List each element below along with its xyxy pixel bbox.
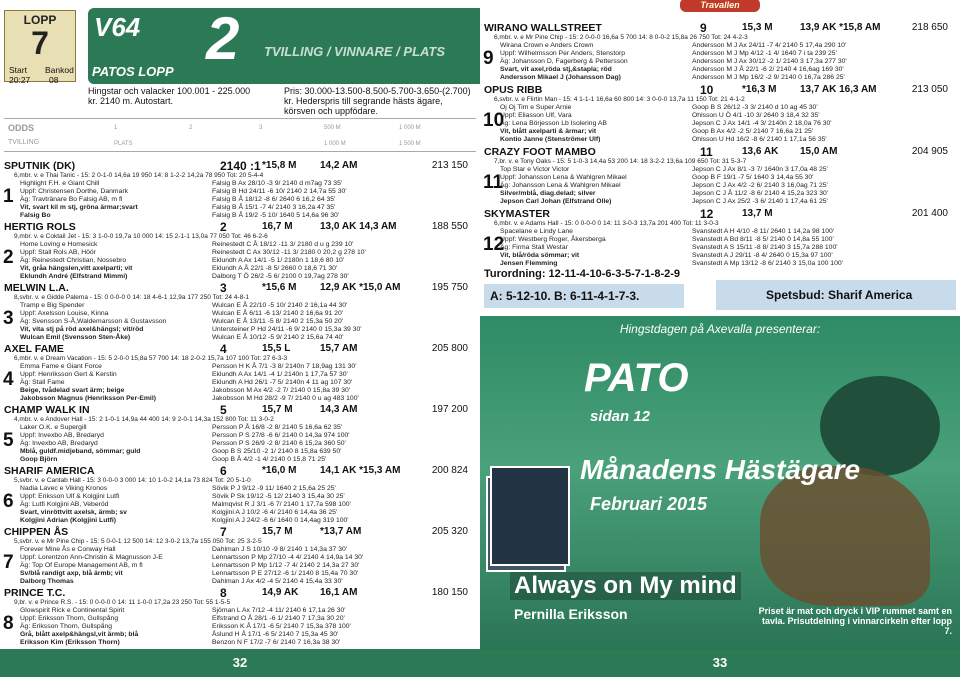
start-number: 3 bbox=[3, 308, 14, 329]
horse-name: CRAZY FOOT MAMBO bbox=[484, 146, 596, 158]
ad-title: Månadens Hästägare bbox=[580, 454, 861, 485]
horse-detail: Äg: Top Of Europe Management AB, m fl bbox=[20, 562, 143, 569]
ad-horse-name: Always on My mind bbox=[510, 572, 741, 600]
post-position: 11 bbox=[700, 145, 713, 159]
race-result: Andersson M J Å 22/1 -6 2/ 2140 4 16,6ag 169 30' bbox=[692, 66, 844, 73]
right-page bbox=[480, 0, 960, 677]
race-result: Elfstrand O Å 28/1 -6 1/ 2140 7 17,3a 30 20' bbox=[212, 615, 345, 622]
horse-detail: Uppf: Lorentzon Ann-Christin & Magnusson J-E bbox=[20, 554, 163, 561]
lopp-number: 7 bbox=[31, 25, 49, 61]
start-number: 5 bbox=[3, 430, 14, 451]
horse-name: CHIPPEN ÅS bbox=[4, 526, 69, 538]
race-result: Svanstedt A J 29/11 -8 4/ 2640 0 15,3a 97 100' bbox=[692, 252, 833, 259]
race-result: Wulcan E Å 10/12 -5 9/ 2140 2 15,6a 74 40' bbox=[212, 334, 344, 341]
race-result: Lennartsson P Mp 1/12 -7 4/ 2140 2 14,3a 27 30' bbox=[212, 562, 360, 569]
bankod-label: Bankod bbox=[45, 65, 74, 75]
odds-col: 3 bbox=[259, 125, 263, 131]
record-2: 15,0 AM bbox=[800, 146, 838, 157]
race-result: Sövik P Sk 19/12 -5 12/ 2140 3 15,4a 30 25' bbox=[212, 493, 345, 500]
race-result: Kolgjini A J 10/2 -6 4/ 2140 6 14,4a 36 25' bbox=[212, 509, 338, 516]
race-result: Eklundh A Hd 26/1 -7 5/ 2140n 4 11 ag 107 30' bbox=[212, 379, 353, 386]
horse-detail: Uppf: Eriksson Thorn, Gullspång bbox=[20, 615, 119, 622]
earnings: 201 400 bbox=[911, 208, 948, 219]
horse-detail: Grå, blått axelp&hängsl,vit ärmb; blå bbox=[20, 631, 139, 638]
horse-detail: Forever Mine Ås e Conway Hall bbox=[20, 546, 116, 553]
race-result: Benzon N F 17/2 -7 6/ 2140 7 16,3a 38 30' bbox=[212, 639, 341, 646]
race-result: Goop B F 19/1 -7 5/ 1640 3 14,4a 55 30' bbox=[692, 174, 814, 181]
horse-detail: Äg: Svensson S-Å,Waldemarsson & Gustavsson bbox=[20, 318, 167, 325]
earnings: 204 905 bbox=[911, 146, 948, 157]
horse-detail: Vit, vita stj på röd axel&hängsl; vit/röd bbox=[20, 326, 144, 333]
horse-detail: Uppf: Wilhelmsson Per Anders, Stenstorp bbox=[500, 50, 626, 57]
horse-detail: Wulcan Emil (Svensson Sten-Åke) bbox=[20, 334, 131, 341]
race-result: Jepson C J Ax 25/2 -3 6/ 2140 1 17,4a 61 25' bbox=[692, 198, 828, 205]
odds-col: 1 000 M bbox=[324, 141, 346, 147]
race-result: Svanstedt A H 4/10 -8 11/ 2640 1 14,2a 98 100' bbox=[692, 228, 835, 235]
record-1: 15,5 L bbox=[262, 343, 291, 354]
horse-detail: Äg: Eriksson Thorn, Gullspång bbox=[20, 623, 113, 630]
horse-detail: Silver/mblå, diag.delad; silver bbox=[500, 190, 596, 197]
lopp-label: LOPP bbox=[23, 13, 57, 27]
turordning: Turordning: 12-11-4-10-6-3-5-7-1-8-2-9 bbox=[484, 268, 681, 280]
record-1: *16,3 M bbox=[742, 84, 777, 95]
record-2: 14,3 AM bbox=[320, 404, 358, 415]
start-number: 6 bbox=[3, 491, 14, 512]
post-position: 9 bbox=[700, 21, 707, 35]
start-number: 10 bbox=[483, 110, 505, 131]
spetsbud: Spetsbud: Sharif America bbox=[716, 280, 956, 310]
horse-detail: Uppf: Axelsson Louise, Kinna bbox=[20, 310, 109, 317]
race-prize: Pris: 30.000-13.500-8.500-5.700-3.650-(2.700) kr. Hederspris till segrande hästs ägare, körsven och uppfödare. bbox=[284, 86, 471, 116]
record-1: *16,0 M bbox=[262, 465, 297, 476]
odds-col: 1 bbox=[114, 125, 118, 131]
start-number: 2 bbox=[3, 247, 14, 268]
race-result: Kolgjini A J 24/2 -6 6/ 1640 0 14,4ag 319 100' bbox=[212, 517, 349, 524]
horse-detail: Uppf: Stall Rols AB, Höör bbox=[20, 249, 96, 256]
spel-suggestion: A: 5-12-10. B: 6-11-4-1-7-3. bbox=[484, 284, 684, 308]
horse-detail: Jakobsson Magnus (Henriksson Per-Emil) bbox=[20, 395, 156, 402]
race-result: Eklundh A Ax 14/1 -5 1/ 2180n 1 18,6 80 10' bbox=[212, 257, 345, 264]
race-result: Goop B S 26/12 -3 3/ 2140 d 10 ag 45 30' bbox=[692, 104, 818, 111]
horse-name: HERTIG ROLS bbox=[4, 221, 76, 233]
earnings: 195 750 bbox=[431, 282, 468, 293]
horse-name: WIRANO WALLSTREET bbox=[484, 22, 602, 34]
race-result: Jakobsson M Hd 28/2 -9 7/ 2140 0 u ag 483 100' bbox=[212, 395, 359, 402]
horse-detail: Äg: Reinestedt Christian, Nossebro bbox=[20, 257, 127, 264]
record-1: 15,7 M bbox=[262, 526, 293, 537]
race-result: Malmqvist R J 3/1 -6 7/ 2140 1 17,7a 598 100' bbox=[212, 501, 351, 508]
horse-detail: Äg: Invexbo AB, Bredaryd bbox=[20, 440, 98, 447]
post-position: 2140 :1 bbox=[220, 159, 261, 173]
start-number: 1 bbox=[3, 186, 14, 207]
earnings: 213 050 bbox=[911, 84, 948, 95]
horse-detail: Eriksson Kim (Eriksson Thorn) bbox=[20, 639, 120, 646]
race-name: PATOS LOPP bbox=[92, 64, 174, 79]
horse-name: MELWIN L.A. bbox=[4, 282, 69, 294]
race-result: Andersson M J Ax 24/11 -7 4/ 2140 5 17,4a 290 10' bbox=[692, 42, 847, 49]
horse-name: AXEL FAME bbox=[4, 343, 64, 355]
horse-detail: Highlight F.H. e Giant Chill bbox=[20, 180, 100, 187]
race-result: Wulcan E Å 22/10 -5 10/ 2140 2 16,1a 44 30' bbox=[212, 302, 348, 309]
horse-detail: Svart, vinröttvitt axelsk, ärmb; sv bbox=[20, 509, 127, 516]
horse-photo bbox=[760, 466, 930, 606]
record-1: 15,3 M bbox=[742, 22, 773, 33]
record-2: 14,1 AK *15,3 AM bbox=[320, 465, 401, 476]
race-result: Lennartsson P Mp 27/10 -4 4/ 2140 4 14,9a 14 30' bbox=[212, 554, 364, 561]
race-result: Sövik P J 9/12 -9 11/ 1640 2 15,6a 25 25' bbox=[212, 485, 336, 492]
race-result: Dahlman J S 10/10 -9 8/ 2140 1 14,3a 37 30' bbox=[212, 546, 348, 553]
horse-detail: Mblå, guldf.midjeband, sömmar; guld bbox=[20, 448, 141, 455]
race-result: Lennartsson P E 27/12 -6 1/ 2140 8 15,4a 70 30' bbox=[212, 570, 359, 577]
horse-detail: Uppf: Henriksson Gert & Kerstin bbox=[20, 371, 117, 378]
post-position: 7 bbox=[220, 525, 227, 539]
ad-intro: Hingstdagen på Axevalla presenterar: bbox=[619, 322, 821, 336]
race-result: Falsig B Å 18/12 -8 6/ 2640 6 16,2 64 35' bbox=[212, 196, 336, 203]
record-2: 15,7 AM bbox=[320, 343, 358, 354]
horse-detail: Vit, blått axelparti & ärmar; vit bbox=[500, 128, 597, 135]
horse-detail: Äg: Firma Stall Westar bbox=[500, 244, 568, 251]
record-1: 16,7 M bbox=[262, 221, 293, 232]
horse-detail: Home Loving e Homesick bbox=[20, 241, 98, 248]
race-result: Persson H K Å 7/1 -3 8/ 2140n 7 18,9ag 131 30' bbox=[212, 363, 357, 370]
race-result: Svanstedt A Mp 13/12 -8 6/ 2140 3 15,0a 100 100' bbox=[692, 260, 843, 267]
earnings: 205 800 bbox=[431, 343, 468, 354]
ad-prize-text: Priset är mat och dryck i VIP rummet samt en tavla. Prisutdelning i vinnarcirkeln efter lopp 7. bbox=[758, 606, 952, 636]
race-result: Reinestedt C Ax 30/12 -11 3/ 2180 0 20,2 g 278 10' bbox=[212, 249, 366, 256]
horse-detail: Laker O.K. e Supergill bbox=[20, 424, 87, 431]
race-result: Eriksson K Å 17/1 -6 5/ 2140 7 15,3a 378 100' bbox=[212, 623, 351, 630]
record-2: 13,7 AK 16,3 AM bbox=[800, 84, 877, 95]
race-result: Falsig B Å 19/2 -5 10/ 1640 5 14,6a 96 30' bbox=[212, 212, 340, 219]
start-number: 8 bbox=[3, 613, 14, 634]
horse-detail: Vit, blå/röda sömmar; vit bbox=[500, 252, 580, 259]
race-result: Eklundh A Å 22/1 -8 5/ 2660 0 18,6 71 30' bbox=[212, 265, 338, 272]
earnings: 188 550 bbox=[431, 221, 468, 232]
horse-stats: 9,br. v. e Prince R.S. - 15: 0 0-0-0 0 14: 11 1-0-0 17,2a 23 250 Tot: 55 1-5-5 bbox=[14, 599, 231, 606]
race-result: Goop B Ax 4/2 -2 5/ 2140 7 16,6a 21 25' bbox=[692, 128, 814, 135]
post-position: 2 bbox=[220, 220, 227, 234]
horse-detail: Emma Fame e Giant Force bbox=[20, 363, 102, 370]
earnings: 180 150 bbox=[431, 587, 468, 598]
horse-detail: Uppf: Johansson Lena & Wahlgren Mikael bbox=[500, 174, 627, 181]
race-result: Falsig B Hd 24/11 -6 10/ 2140 2 14,7a 55 30' bbox=[212, 188, 347, 195]
odds-col: 500 M bbox=[324, 125, 341, 131]
horse-detail: Uppf: Westberg Roger, Åkersberga bbox=[500, 236, 606, 243]
start-number: 4 bbox=[3, 369, 14, 390]
horse-detail: Top Star e Victor Victor bbox=[500, 166, 570, 173]
horse-detail: Oj Oj Tim e Super Arnie bbox=[500, 104, 572, 111]
race-info-box bbox=[4, 10, 76, 85]
race-result: Jakobsson M Ax 4/2 -2 7/ 2140 0 15,8a 39 30' bbox=[212, 387, 351, 394]
earnings: 205 320 bbox=[431, 526, 468, 537]
race-result: Goop B S 25/10 -2 1/ 2140 8 15,8a 639 50' bbox=[212, 448, 342, 455]
post-position: 4 bbox=[220, 342, 227, 356]
horse-stats: 6,mbr. v. e Dream Vacation - 15: 5 2-0-0 15,8a 57 700 14: 18 2-0-2 15,7a 107 100 Tot: 27 6-3-3 bbox=[14, 355, 288, 362]
record-2: *13,7 AM bbox=[320, 526, 362, 537]
odds-col: PLATS bbox=[114, 141, 133, 147]
horse-detail: Uppf: Christensen Dorthe, Danmark bbox=[20, 188, 129, 195]
record-2: 13,9 AK *15,8 AM bbox=[800, 22, 881, 33]
bet-types: TVILLING / VINNARE / PLATS bbox=[264, 44, 446, 59]
horse-detail: Spacelane e Lindy Lane bbox=[500, 228, 573, 235]
horse-detail: Vit, gråa hängslen,vitt axelparti; vit bbox=[20, 265, 133, 272]
horse-stats: 9,mbr. v. e Coktail Jet - 15: 3 1-0-0 19,7a 10 000 14: 15 2-1-1 13,0a 77 050 Tot: 46 6-2-6 bbox=[14, 233, 268, 240]
horse-stats: 4,mbr. v. e Andover Hall - 15: 2 1-0-1 14,9a 44 400 14: 9 2-0-1 14,3a 152 800 Tot: 11 3-0-2 bbox=[14, 416, 274, 423]
horse-detail: Kolgjini Adrian (Kolgjini Lutfi) bbox=[20, 517, 117, 524]
race-result: Persson P S 27/8 -6 6/ 2140 0 14,3a 974 100' bbox=[212, 432, 350, 439]
horse-detail: Äg: Stall Fame bbox=[20, 379, 65, 386]
start-time: 20:27 bbox=[9, 75, 31, 85]
race-result: Reinestedt C Å 18/12 -11 3/ 2180 d u g 239 10' bbox=[212, 241, 354, 248]
start-number: 9 bbox=[483, 48, 494, 69]
leg-number: 2 bbox=[206, 5, 240, 72]
post-position: 3 bbox=[220, 281, 227, 295]
horse-stats: 5,svbr. v. e Cantab Hall - 15: 3 0-0-0 3 000 14: 10 1-0-2 14,1a 73 824 Tot: 20 5-1-0 bbox=[14, 477, 251, 484]
page-number: 32 bbox=[0, 649, 480, 677]
race-result: Wulcan E Å 6/11 -6 13/ 2140 2 16,6a 91 20' bbox=[212, 310, 344, 317]
race-result: Åslund H Å 17/1 -6 5/ 2140 7 15,3a 45 30' bbox=[212, 631, 339, 638]
horse-detail: Sv/blå randigt axp, blå ärmb; vit bbox=[20, 570, 123, 577]
record-1: 13,6 AK bbox=[742, 146, 779, 157]
horse-detail: Äg: Johansson D, Fagerberg & Pettersson bbox=[500, 58, 628, 65]
post-position: 5 bbox=[220, 403, 227, 417]
race-result: Eklundh A Ax 14/1 -4 1/ 2140n 1 17,7a 57 30' bbox=[212, 371, 348, 378]
horse-stats: 8,svbr. v. e Gidde Palema - 15: 0 0-0-0 0 14: 18 4-6-1 12,9a 177 250 Tot: 24 4-8-1 bbox=[14, 294, 249, 301]
horse-detail: Äg: Johansson Lena & Wahlgren Mikael bbox=[500, 182, 621, 189]
horse-name: OPUS RIBB bbox=[484, 84, 543, 96]
record-2: 12,9 AK *15,0 AM bbox=[320, 282, 401, 293]
horse-detail: Jepson Carl Johan (Elfstrand Olle) bbox=[500, 198, 612, 205]
ad-pato: PATO bbox=[584, 356, 689, 400]
horse-stats: 6,svbr. v. e Flirtin Man - 15: 4 1-1-1 16,6a 60 800 14: 3 0-0-0 13,7a 11 150 Tot: 21 4-1-2 bbox=[494, 96, 745, 103]
record-2: 13,0 AK 14,3 AM bbox=[320, 221, 397, 232]
horse-name: SKYMASTER bbox=[484, 208, 550, 220]
race-result: Goop B Å 4/2 -1 4/ 2140 0 15,8 71 25' bbox=[212, 456, 327, 463]
race-result: Ohlsson U Ö 4/1 -10 3/ 2640 3 18,4 32 35' bbox=[692, 112, 820, 119]
race-result: Jepson C J Ax 8/1 -3 7/ 1640n 3 17,0a 48 25' bbox=[692, 166, 828, 173]
horse-detail: Goop Björn bbox=[20, 456, 58, 463]
race-result: Sjöman L Ax 7/12 -4 11/ 2140 6 17,1a 26 30' bbox=[212, 607, 346, 614]
record-1: *15,6 M bbox=[262, 282, 297, 293]
horse-name: CHAMP WALK IN bbox=[4, 404, 90, 416]
record-2: 16,1 AM bbox=[320, 587, 358, 598]
horse-detail: Svart, vit axel,röda stj,&stapla; röd bbox=[500, 66, 612, 73]
horse-detail: Glowspirit Rick e Continental Spirit bbox=[20, 607, 125, 614]
magazine-image bbox=[490, 466, 570, 566]
tvilling-label: TVILLING bbox=[8, 139, 40, 146]
race-result: Persson P S 26/9 -2 8/ 2140 6 15,2a 360 50' bbox=[212, 440, 346, 447]
v64-banner bbox=[88, 5, 480, 84]
travallen-logo: Travallen bbox=[680, 0, 760, 12]
race-result: Jepson C J Ax 14/1 -4 3/ 2140n 2 18,0a 76 30' bbox=[692, 120, 832, 127]
odds-bar bbox=[4, 118, 476, 152]
bankod-value: 08 bbox=[49, 75, 59, 85]
start-number: 7 bbox=[3, 552, 14, 573]
record-1: 14,9 AK bbox=[262, 587, 299, 598]
post-position: 6 bbox=[220, 464, 227, 478]
v64-logo: V64 bbox=[94, 12, 141, 42]
horse-detail: Beige, tvådelad svart ärm; beige bbox=[20, 387, 125, 394]
earnings: 197 200 bbox=[431, 404, 468, 415]
race-result: Wulcan E Å 13/11 -5 8/ 2140 2 15,3a 50 20' bbox=[212, 318, 344, 325]
horse-detail: Uppf: Eliasson Ulf, Vara bbox=[500, 112, 572, 119]
race-result: Dalborg T Ö 26/2 -5 6/ 2100 0 19,7ag 278 30' bbox=[212, 273, 349, 280]
post-position: 8 bbox=[220, 586, 227, 600]
start-number: 11 bbox=[483, 172, 504, 193]
record-1: *15,8 M bbox=[262, 160, 297, 171]
advertisement bbox=[480, 316, 960, 651]
race-result: Ohlsson U Hd 16/2 -8 6/ 2140 1 17,1a 56 35' bbox=[692, 136, 827, 143]
horse-detail: Dalborg Thomas bbox=[20, 578, 74, 585]
odds-col: 2 bbox=[189, 125, 193, 131]
ad-owner-name: Pernilla Eriksson bbox=[514, 606, 628, 622]
earnings: 200 824 bbox=[431, 465, 468, 476]
race-result: Svanstedt A Bd 8/11 -8 5/ 2140 0 14,8a 55 100' bbox=[692, 236, 834, 243]
horse-stats: 5,svbr. v. e Mr Pine Chip - 15: 5 0-0-1 12 500 14: 12 3-0-2 13,7a 155 050 Tot: 25 3-2-5 bbox=[14, 538, 262, 545]
race-result: Andersson M J Mp 4/12 -1 4/ 1640 7 i ta 239 25' bbox=[692, 50, 837, 57]
horse-stats: 6,mbr. v. e Thai Tanic - 15: 2 0-1-0 14,6a 19 950 14: 8 1-2-2 14,2a 78 950 Tot: 20 5-4-4 bbox=[14, 172, 264, 179]
race-result: Andersson M J Mp 16/2 -2 9/ 2140 0 16,7a 286 25' bbox=[692, 74, 845, 81]
record-2: 14,2 AM bbox=[320, 160, 358, 171]
horse-detail: Vit, svart kil m stj, gröna ärmar;svart bbox=[20, 204, 138, 211]
race-conditions: Hingstar och valacker 100.001 - 225.000 kr. 2140 m. Autostart. bbox=[88, 86, 251, 106]
record-1: 15,7 M bbox=[262, 404, 293, 415]
race-result: Dahlman J Ax 4/2 -4 5/ 2140 4 15,4a 33 30' bbox=[212, 578, 343, 585]
horse-name: SPUTNIK (DK) bbox=[4, 160, 76, 172]
race-result: Persson P Å 16/8 -2 8/ 2140 5 16,6a 62 35' bbox=[212, 424, 343, 431]
odds-label: ODDS bbox=[8, 123, 35, 133]
page-number: 33 bbox=[480, 649, 960, 677]
horse-stats: 6,mbr. v. e Mr Pine Chip - 15: 2 0-0-0 16,6a 5 700 14: 8 0-0-2 15,8a 26 750 Tot: 24 4-2-3 bbox=[494, 34, 748, 41]
race-result: Andersson M J Ax 30/12 -2 1/ 2140 3 17,3a 277 30' bbox=[692, 58, 847, 65]
horse-detail: Nadia Lavec e Viking Kronos bbox=[20, 485, 108, 492]
horse-detail: Kontio Janne (Stenströmer Ulf) bbox=[500, 136, 601, 143]
horse-detail: Wirana Crown e Anders Crown bbox=[500, 42, 594, 49]
horse-detail: Uppf: Eriksson Ulf & Kolgjini Lutfi bbox=[20, 493, 120, 500]
ad-month: Februari 2015 bbox=[590, 494, 708, 514]
race-result: Falsig B Å 15/1 -7 4/ 2140 3 16,2a 47 35' bbox=[212, 204, 336, 211]
start-number: 12 bbox=[483, 234, 505, 255]
earnings: 218 650 bbox=[911, 22, 948, 33]
odds-col: 1 000 M bbox=[399, 125, 421, 131]
horse-stats: 6,mbr. v. e Adams Hall - 15: 0 0-0-0 0 14: 11 3-0-3 13,7a 201 400 Tot: 11 3-0-3 bbox=[494, 220, 719, 227]
race-result: Jepson C J Ax 4/2 -2 6/ 2140 3 16,0ag 71 25' bbox=[692, 182, 828, 189]
post-position: 10 bbox=[700, 83, 714, 97]
horse-detail: Uppf: Invexbo AB, Bredaryd bbox=[20, 432, 104, 439]
earnings: 213 150 bbox=[431, 160, 468, 171]
horse-name: PRINCE T.C. bbox=[4, 587, 66, 599]
horse-stats: 7,br. v. e Tony Oaks - 15: 5 1-0-3 14,4a 53 200 14: 18 3-2-2 13,6a 109 650 Tot: 31 5-3-7 bbox=[494, 158, 747, 165]
horse-detail: Tramp e Big Spender bbox=[20, 302, 85, 309]
race-result: Falsig B Ax 28/10 -3 9/ 2140 d m7ag 73 35' bbox=[212, 180, 343, 187]
horse-name: SHARIF AMERICA bbox=[4, 465, 95, 477]
horse-detail: Äg: Lena Börjesson Lb Isolering AB bbox=[500, 120, 607, 127]
horse-detail: Äg: Travtränare Bo Falsig AB, m fl bbox=[20, 196, 123, 203]
odds-col: 1 500 M bbox=[399, 141, 421, 147]
start-label: Start bbox=[9, 65, 27, 75]
horse-detail: Falsig Bo bbox=[20, 212, 51, 219]
race-result: Svanstedt A S 15/11 -8 8/ 2140 3 15,7a 288 100' bbox=[692, 244, 838, 251]
horse-detail: Eklundh André (Elfstrand Mimmi) bbox=[20, 273, 128, 280]
horse-detail: Jensen Flemming bbox=[500, 260, 558, 267]
post-position: 12 bbox=[700, 207, 714, 221]
race-result: Jepson C J Å 11/2 -8 6/ 2140 4 15,2a 323 30' bbox=[692, 190, 829, 197]
race-result: Untersteiner P Hd 24/11 -6 9/ 2140 0 15,3a 39 30' bbox=[212, 326, 362, 333]
horse-detail: Andersson Mikael J (Johansson Dag) bbox=[500, 74, 621, 81]
ad-sidan: sidan 12 bbox=[590, 408, 651, 425]
race-header bbox=[0, 0, 480, 122]
record-1: 13,7 M bbox=[742, 208, 773, 219]
horse-detail: Äg: Lutfi Kolgjini AB, Veberöd bbox=[20, 501, 109, 508]
